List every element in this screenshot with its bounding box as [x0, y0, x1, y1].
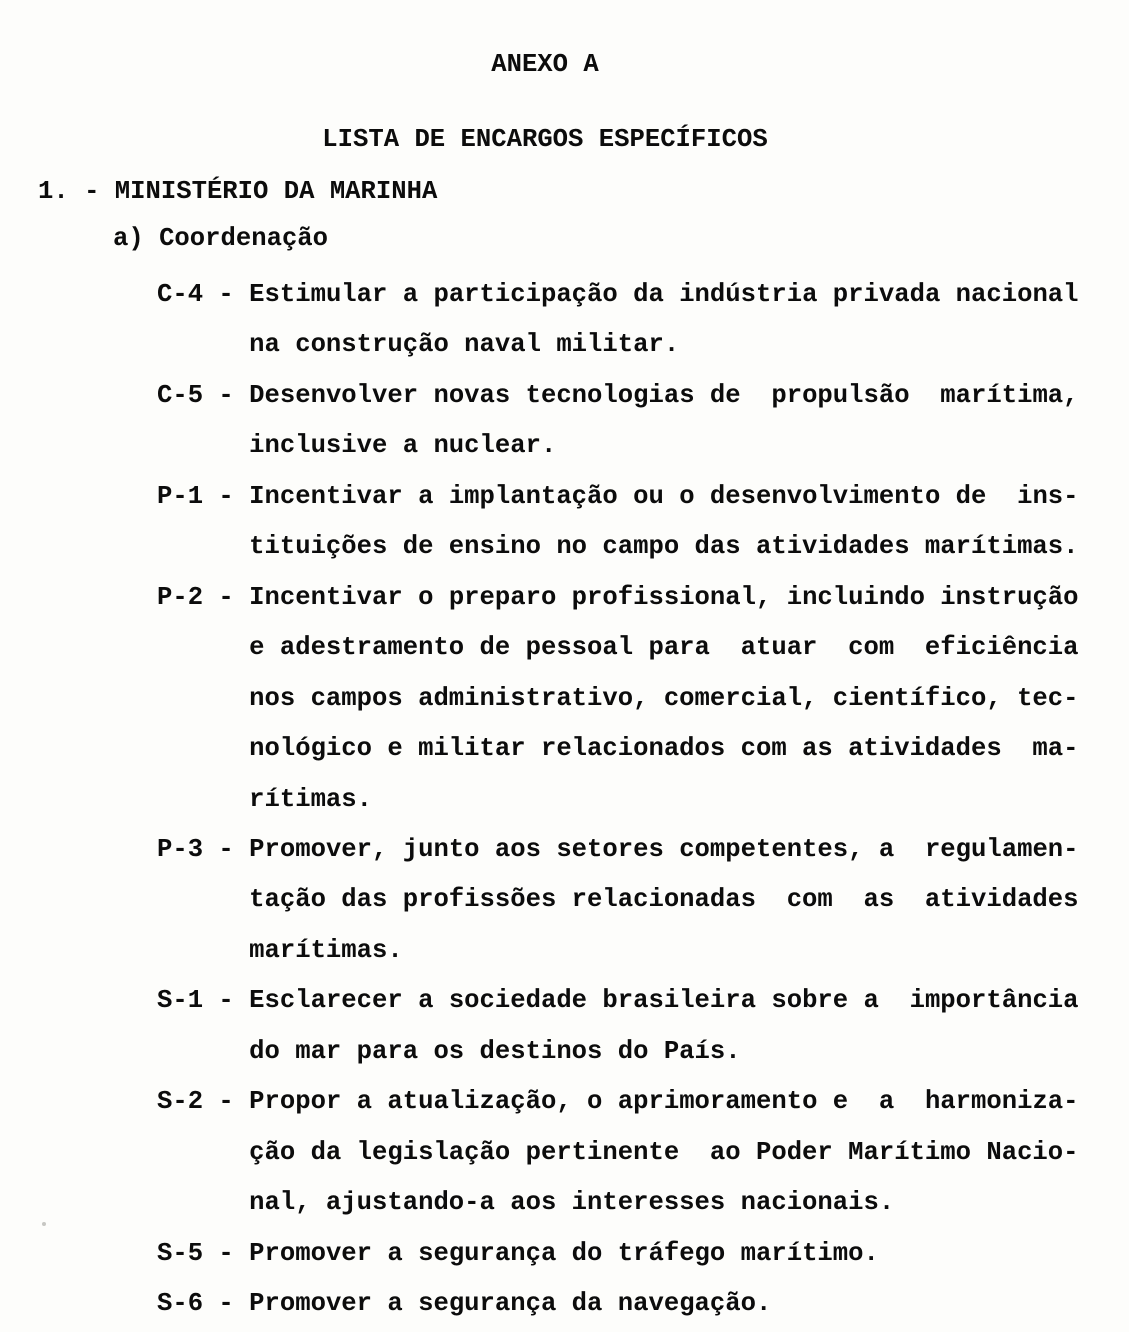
- item-cont-line-S-2: ção da legislação pertinente ao Poder Marítimo Nacio-: [249, 1137, 1079, 1167]
- subsection-heading: a) Coordenação: [113, 224, 329, 253]
- item-cont-line-P-2: e adestramento de pessoal para atuar com eficiência: [249, 633, 1079, 663]
- item-cont-line-C-5: inclusive a nuclear.: [249, 431, 557, 461]
- item-cont-line-P-3: marítimas.: [249, 935, 403, 965]
- item-line-P-1: P-1 - Incentivar a implantação ou o desenvolvimento de ins-: [157, 481, 1079, 511]
- item-line-C-5: C-5 - Desenvolver novas tecnologias de propulsão marítima,: [157, 380, 1079, 410]
- scan-speckle: [42, 1222, 46, 1226]
- item-line-C-4: C-4 - Estimular a participação da indústria privada nacional: [157, 280, 1079, 309]
- item-cont-line-S-1: do mar para os destinos do País.: [249, 1036, 741, 1066]
- section-heading: 1. - MINISTÉRIO DA MARINHA: [38, 177, 438, 206]
- item-line-P-3: P-3 - Promover, junto aos setores competentes, a regulamen-: [157, 834, 1079, 864]
- item-cont-line-C-4: na construção naval militar.: [249, 330, 680, 360]
- item-cont-line-P-2: nos campos administrativo, comercial, científico, tec-: [249, 683, 1079, 713]
- item-line-S-5: S-5 - Promover a segurança do tráfego marítimo.: [157, 1238, 879, 1268]
- list-title: LISTA DE ENCARGOS ESPECÍFICOS: [322, 125, 768, 154]
- item-line-P-2: P-2 - Incentivar o preparo profissional, incluindo instrução: [157, 582, 1079, 612]
- item-cont-line-P-2: rítimas.: [249, 784, 373, 814]
- item-cont-line-P-2: nológico e militar relacionados com as atividades ma-: [249, 734, 1079, 764]
- item-cont-line-P-1: tituições de ensino no campo das atividades marítimas.: [249, 532, 1079, 562]
- item-line-S-2: S-2 - Propor a atualização, o aprimoramento e a harmoniza-: [157, 1087, 1079, 1117]
- item-line-S-1: S-1 - Esclarecer a sociedade brasileira sobre a importância: [157, 986, 1079, 1016]
- item-line-S-6: S-6 - Promover a segurança da navegação.: [157, 1289, 772, 1318]
- item-cont-line-P-3: tação das profissões relacionadas com as atividades: [249, 885, 1079, 915]
- annex-title: ANEXO A: [491, 50, 599, 79]
- item-cont-line-S-2: nal, ajustando-a aos interesses nacionais.: [249, 1188, 895, 1218]
